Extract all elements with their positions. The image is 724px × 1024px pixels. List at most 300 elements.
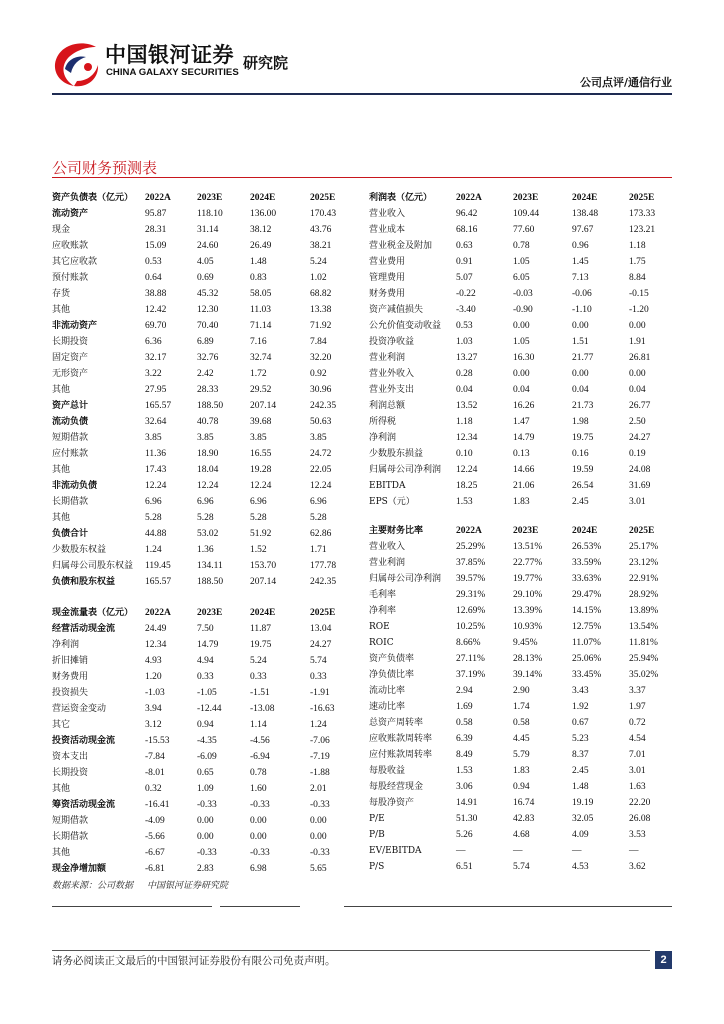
balance-sheet-header-row — [52, 190, 340, 206]
cell-value: -7.19 — [310, 752, 330, 762]
cell-value: 3.01 — [629, 497, 646, 507]
cell-value: 14.79 — [197, 640, 219, 650]
balance-sheet-row — [52, 270, 340, 286]
row-label: 每股经营现金 — [369, 782, 424, 792]
cell-value: 1.91 — [629, 337, 646, 347]
balance-sheet-row — [52, 350, 340, 366]
cell-value: 2.94 — [456, 686, 473, 696]
cell-value: 21.06 — [513, 481, 535, 491]
financial-ratios-row — [369, 619, 672, 635]
year-header: 2023E — [197, 193, 223, 203]
cell-value: 5.24 — [250, 656, 267, 666]
cell-value: 8.37 — [572, 750, 589, 760]
cell-value: 188.50 — [197, 401, 224, 411]
cash-flow-header-row — [52, 605, 340, 621]
cell-value: 1.45 — [572, 257, 589, 267]
cell-value: 19.75 — [250, 640, 272, 650]
cell-value: 3.37 — [629, 686, 646, 696]
cell-value: 0.00 — [197, 832, 214, 842]
table-title: 现金流量表（亿元） — [52, 608, 134, 618]
row-label: 其他 — [52, 513, 71, 523]
row-label: 其他 — [52, 385, 71, 395]
cell-value: 119.45 — [145, 561, 171, 571]
company-logo — [50, 38, 102, 90]
cell-value: 58.05 — [250, 289, 272, 299]
row-label: 净利润 — [52, 640, 80, 650]
cell-value: 207.14 — [250, 401, 277, 411]
cell-value: -6.81 — [145, 864, 165, 874]
cell-value: 22.91% — [629, 574, 659, 584]
cell-value: 14.91 — [456, 798, 478, 808]
row-label: 无形资产 — [52, 369, 89, 379]
cell-value: 242.35 — [310, 577, 337, 587]
cell-value: 1.92 — [572, 702, 589, 712]
cell-value: 39.14% — [513, 670, 543, 680]
cell-value: 26.49 — [250, 241, 272, 251]
cell-value: 29.31% — [456, 590, 486, 600]
row-label: 营业外收入 — [369, 369, 415, 379]
cell-value: 14.79 — [513, 433, 535, 443]
cell-value: 1.63 — [629, 782, 646, 792]
cell-value: 96.42 — [456, 209, 478, 219]
cell-value: 12.34 — [456, 433, 478, 443]
cell-value: -16.63 — [310, 704, 335, 714]
cell-value: 21.77 — [572, 353, 594, 363]
cell-value: 23.12% — [629, 558, 659, 568]
cell-value: -4.09 — [145, 816, 165, 826]
balance-sheet-row — [52, 382, 340, 398]
income-statement-row — [369, 478, 672, 494]
row-label: 其他 — [52, 305, 71, 315]
financial-ratios-row — [369, 731, 672, 747]
row-label: 管理费用 — [369, 273, 406, 283]
row-label: 非流动资产 — [52, 321, 98, 331]
cell-value: 35.02% — [629, 670, 659, 680]
financial-ratios-table — [369, 523, 672, 875]
cell-value: 9.45% — [513, 638, 538, 648]
source-label: 数据来源：公司数据 — [52, 881, 134, 891]
row-label: 其他 — [52, 784, 71, 794]
cell-value: 2.50 — [629, 417, 646, 427]
cell-value: -7.06 — [310, 736, 330, 746]
cell-value: 0.04 — [572, 385, 589, 395]
cell-value: 3.85 — [197, 433, 214, 443]
cell-value: 39.68 — [250, 417, 272, 427]
income-statement-row — [369, 334, 672, 350]
row-label: 每股收益 — [369, 766, 406, 776]
cell-value: 3.94 — [145, 704, 162, 714]
row-label: P/B — [369, 830, 385, 840]
cell-value: 13.89% — [629, 606, 659, 616]
cell-value: 0.32 — [145, 784, 162, 794]
balance-sheet-row — [52, 574, 340, 590]
cell-value: 13.51% — [513, 542, 543, 552]
row-label: 营业成本 — [369, 225, 406, 235]
cell-value: 12.24 — [197, 481, 219, 491]
row-label: 财务费用 — [369, 289, 406, 299]
cell-value: 4.09 — [572, 830, 589, 840]
cell-value: 0.53 — [145, 257, 162, 267]
cash-flow-row — [52, 701, 340, 717]
income-statement-table — [369, 190, 672, 510]
cell-value: 1.48 — [250, 257, 267, 267]
cell-value: 0.00 — [629, 369, 646, 379]
cell-value: -0.03 — [513, 289, 533, 299]
row-label: 长期借款 — [52, 497, 89, 507]
cell-value: 0.92 — [310, 369, 327, 379]
cell-value: 3.85 — [310, 433, 327, 443]
cell-value: 19.19 — [572, 798, 594, 808]
cell-value: 70.40 — [197, 321, 219, 331]
cell-value: 95.87 — [145, 209, 167, 219]
cell-value: 6.39 — [456, 734, 473, 744]
cell-value: 7.50 — [197, 624, 214, 634]
cell-value: 1.71 — [310, 545, 327, 555]
cell-value: 12.24 — [456, 465, 478, 475]
cell-value: 39.57% — [456, 574, 486, 584]
row-label: ROIC — [369, 638, 394, 648]
cell-value: 3.22 — [145, 369, 162, 379]
year-header: 2025E — [629, 193, 655, 203]
income-statement-row — [369, 494, 672, 510]
income-statement-row — [369, 302, 672, 318]
cell-value: 18.90 — [197, 449, 219, 459]
financial-ratios-row — [369, 715, 672, 731]
row-label: 资本支出 — [52, 752, 89, 762]
cell-value: 1.14 — [250, 720, 267, 730]
cell-value: 50.63 — [310, 417, 332, 427]
financial-ratios-row — [369, 603, 672, 619]
cell-value: -16.41 — [145, 800, 170, 810]
cash-flow-row — [52, 685, 340, 701]
cell-value: 134.11 — [197, 561, 223, 571]
cell-value: 1.02 — [310, 273, 327, 283]
row-label: 所得税 — [369, 417, 397, 427]
row-label: 少数股东权益 — [52, 545, 107, 555]
cell-value: 7.84 — [310, 337, 327, 347]
balance-sheet-row — [52, 462, 340, 478]
cell-value: 2.45 — [572, 497, 589, 507]
cell-value: 26.53% — [572, 542, 602, 552]
cell-value: 4.54 — [629, 734, 646, 744]
cell-value: 68.16 — [456, 225, 478, 235]
balance-sheet-row — [52, 222, 340, 238]
cell-value: 62.86 — [310, 529, 332, 539]
cell-value: 12.24 — [145, 481, 167, 491]
cell-value: 24.27 — [629, 433, 651, 443]
cell-value: 18.25 — [456, 481, 478, 491]
cell-value: -6.67 — [145, 848, 165, 858]
cell-value: 71.14 — [250, 321, 272, 331]
cell-value: 12.75% — [572, 622, 602, 632]
row-label: 营运资金变动 — [52, 704, 107, 714]
cash-flow-row — [52, 653, 340, 669]
cell-value: 0.78 — [513, 241, 530, 251]
cell-value: 26.77 — [629, 401, 651, 411]
cash-flow-row — [52, 733, 340, 749]
cell-value: 7.16 — [250, 337, 267, 347]
financial-ratios-row — [369, 683, 672, 699]
cell-value: 0.04 — [629, 385, 646, 395]
cell-value: 1.83 — [513, 766, 530, 776]
cell-value: 0.00 — [310, 816, 327, 826]
cell-value: 8.84 — [629, 273, 646, 283]
cell-value: 1.74 — [513, 702, 530, 712]
balance-sheet-row — [52, 302, 340, 318]
cash-flow-row — [52, 813, 340, 829]
cell-value: — — [629, 846, 639, 856]
cell-value: 1.97 — [629, 702, 646, 712]
cash-flow-row — [52, 845, 340, 861]
cell-value: -5.66 — [145, 832, 165, 842]
row-label: 资产总计 — [52, 401, 89, 411]
row-label: 归属母公司净利润 — [369, 465, 442, 475]
cash-flow-row — [52, 861, 340, 877]
cell-value: 37.19% — [456, 670, 486, 680]
cell-value: 0.72 — [629, 718, 646, 728]
year-header: 2022A — [145, 193, 171, 203]
section-title: 公司财务预测表 — [52, 159, 158, 177]
row-label: 短期借款 — [52, 816, 89, 826]
cell-value: 24.72 — [310, 449, 332, 459]
row-label: 短期借款 — [52, 433, 89, 443]
cell-value: 1.36 — [197, 545, 214, 555]
row-label: 营业利润 — [369, 353, 406, 363]
cell-value: 0.13 — [513, 449, 530, 459]
cell-value: -0.33 — [250, 800, 270, 810]
balance-sheet-row — [52, 526, 340, 542]
cell-value: 38.12 — [250, 225, 272, 235]
cell-value: 5.07 — [456, 273, 473, 283]
cell-value: -0.33 — [197, 848, 217, 858]
row-label: 营业利润 — [369, 558, 406, 568]
cell-value: 6.89 — [197, 337, 214, 347]
year-header: 2025E — [310, 608, 336, 618]
cell-value: 11.81% — [629, 638, 658, 648]
cell-value: 21.73 — [572, 401, 594, 411]
financial-ratios-row — [369, 843, 672, 859]
cell-value: 12.69% — [456, 606, 486, 616]
cell-value: 32.05 — [572, 814, 594, 824]
cell-value: 12.24 — [310, 481, 332, 491]
cell-value: 42.83 — [513, 814, 535, 824]
cash-flow-row — [52, 637, 340, 653]
cell-value: 0.91 — [456, 257, 473, 267]
cell-value: 136.00 — [250, 209, 277, 219]
cash-flow-table — [52, 605, 340, 877]
income-statement-row — [369, 430, 672, 446]
cell-value: 25.17% — [629, 542, 659, 552]
financial-ratios-row — [369, 779, 672, 795]
row-label: 应付账款 — [52, 449, 89, 459]
cell-value: 1.18 — [456, 417, 473, 427]
cell-value: 3.06 — [456, 782, 473, 792]
cell-value: 16.30 — [513, 353, 535, 363]
cell-value: 0.00 — [572, 321, 589, 331]
table-title: 资产负债表（亿元） — [52, 193, 134, 203]
cell-value: 0.00 — [513, 321, 530, 331]
cell-value: 0.16 — [572, 449, 589, 459]
row-label: 长期借款 — [52, 832, 89, 842]
financial-ratios-row — [369, 587, 672, 603]
row-label: 其它 — [52, 720, 71, 730]
cell-value: 26.08 — [629, 814, 651, 824]
cash-flow-row — [52, 765, 340, 781]
cell-value: -0.33 — [310, 848, 330, 858]
cash-flow-row — [52, 669, 340, 685]
cell-value: 24.27 — [310, 640, 332, 650]
row-label: 归属母公司净利润 — [369, 574, 442, 584]
row-label: 长期投资 — [52, 337, 89, 347]
financial-ratios-row — [369, 795, 672, 811]
cell-value: 24.60 — [197, 241, 219, 251]
row-label: 投资净收益 — [369, 337, 415, 347]
row-label: P/E — [369, 814, 385, 824]
cell-value: 0.00 — [310, 832, 327, 842]
income-statement-row — [369, 238, 672, 254]
cell-value: 3.85 — [145, 433, 162, 443]
cell-value: 0.00 — [250, 832, 267, 842]
cell-value: 1.53 — [456, 766, 473, 776]
cell-value: 16.26 — [513, 401, 535, 411]
cell-value: 1.98 — [572, 417, 589, 427]
cell-value: 22.20 — [629, 798, 651, 808]
cell-value: 1.09 — [197, 784, 214, 794]
page-number: 2 — [655, 951, 672, 969]
cell-value: 11.03 — [250, 305, 272, 315]
cell-value: 1.75 — [629, 257, 646, 267]
bottom-divider — [52, 906, 212, 907]
cell-value: 15.09 — [145, 241, 167, 251]
row-label: 其他 — [52, 848, 71, 858]
balance-sheet-table — [52, 190, 340, 590]
brand-name-en: CHINA GALAXY SECURITIES — [106, 67, 239, 78]
income-statement-row — [369, 446, 672, 462]
cell-value: — — [513, 846, 523, 856]
cell-value: 68.82 — [310, 289, 332, 299]
cell-value: 0.00 — [572, 369, 589, 379]
row-label: 营业外支出 — [369, 385, 415, 395]
cell-value: 0.00 — [197, 816, 214, 826]
cell-value: 13.38 — [310, 305, 332, 315]
cell-value: 1.69 — [456, 702, 473, 712]
cell-value: 13.39% — [513, 606, 543, 616]
cell-value: -0.15 — [629, 289, 649, 299]
cell-value: 153.70 — [250, 561, 277, 571]
balance-sheet-row — [52, 558, 340, 574]
row-label: 应付账款周转率 — [369, 750, 433, 760]
cell-value: 3.43 — [572, 686, 589, 696]
cell-value: 3.53 — [629, 830, 646, 840]
row-label: 净利润 — [369, 433, 397, 443]
cell-value: -0.90 — [513, 305, 533, 315]
cell-value: 0.94 — [513, 782, 530, 792]
cell-value: 6.96 — [145, 497, 162, 507]
swirl-logo-icon — [50, 38, 102, 90]
cell-value: 14.15% — [572, 606, 602, 616]
balance-sheet-row — [52, 542, 340, 558]
balance-sheet-row — [52, 254, 340, 270]
cell-value: 30.96 — [310, 385, 332, 395]
balance-sheet-row — [52, 238, 340, 254]
row-label: 负债合计 — [52, 529, 89, 539]
cell-value: 10.93% — [513, 622, 543, 632]
cell-value: 4.94 — [197, 656, 214, 666]
row-label: 其它应收款 — [52, 257, 98, 267]
cell-value: 19.59 — [572, 465, 594, 475]
cell-value: 242.35 — [310, 401, 337, 411]
cell-value: 5.23 — [572, 734, 589, 744]
cell-value: 0.33 — [310, 672, 327, 682]
cell-value: -1.10 — [572, 305, 592, 315]
cell-value: 24.08 — [629, 465, 651, 475]
cell-value: 13.52 — [456, 401, 478, 411]
cell-value: 28.13% — [513, 654, 543, 664]
cell-value: 165.57 — [145, 577, 172, 587]
cell-value: 8.49 — [456, 750, 473, 760]
cell-value: 12.24 — [250, 481, 272, 491]
row-label: 净负债比率 — [369, 670, 415, 680]
cell-value: 8.66% — [456, 638, 481, 648]
cell-value: 17.43 — [145, 465, 167, 475]
balance-sheet-row — [52, 430, 340, 446]
row-label: 预付账款 — [52, 273, 89, 283]
cell-value: — — [572, 846, 582, 856]
cell-value: 29.47% — [572, 590, 602, 600]
income-statement-row — [369, 366, 672, 382]
row-label: 营业收入 — [369, 542, 406, 552]
cell-value: 31.69 — [629, 481, 651, 491]
row-label: 折旧摊销 — [52, 656, 89, 666]
cell-value: 3.85 — [250, 433, 267, 443]
cell-value: -1.91 — [310, 688, 330, 698]
cell-value: 5.28 — [310, 513, 327, 523]
cell-value: 1.51 — [572, 337, 589, 347]
cell-value: 11.07% — [572, 638, 601, 648]
cell-value: 3.12 — [145, 720, 162, 730]
cell-value: 0.65 — [197, 768, 214, 778]
income-statement-row — [369, 398, 672, 414]
row-label: 存货 — [52, 289, 71, 299]
row-label: 每股净资产 — [369, 798, 415, 808]
cell-value: 27.95 — [145, 385, 167, 395]
cash-flow-row — [52, 829, 340, 845]
cash-flow-row — [52, 781, 340, 797]
cell-value: 1.53 — [456, 497, 473, 507]
year-header: 2023E — [513, 193, 539, 203]
cell-value: 33.45% — [572, 670, 602, 680]
cell-value: 11.36 — [145, 449, 167, 459]
cell-value: 109.44 — [513, 209, 540, 219]
cell-value: 44.88 — [145, 529, 167, 539]
year-header: 2022A — [145, 608, 171, 618]
cell-value: 6.96 — [250, 497, 267, 507]
row-label: 利润总额 — [369, 401, 406, 411]
cell-value: 2.42 — [197, 369, 214, 379]
cell-value: 5.28 — [197, 513, 214, 523]
table-title: 主要财务比率 — [369, 526, 424, 536]
cell-value: 18.04 — [197, 465, 219, 475]
row-label: 经营活动现金流 — [52, 624, 116, 634]
source-note — [52, 879, 228, 893]
row-label: 固定资产 — [52, 353, 89, 363]
row-label: 流动资产 — [52, 209, 89, 219]
cell-value: 0.33 — [250, 672, 267, 682]
cell-value: — — [456, 846, 466, 856]
row-label: 流动比率 — [369, 686, 406, 696]
cell-value: 13.04 — [310, 624, 332, 634]
cell-value: 0.10 — [456, 449, 473, 459]
